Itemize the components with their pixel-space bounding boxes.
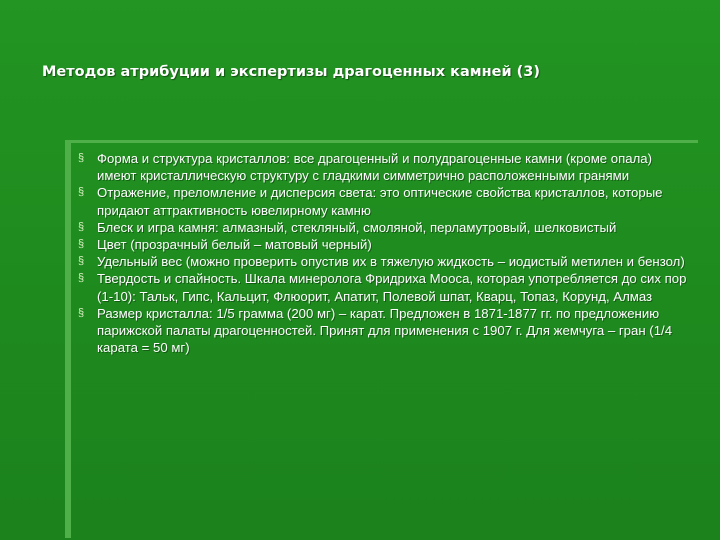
list-item-text: Твердость и спайность. Шкала минеролога Фридриха Мооса, которая употребляется до сих пор (1-10): Тальк, Гипс, Кальцит, Флюорит, Апатит, Полевой шпат, Кварц, Топаз, Корунд, Алмаз bbox=[97, 271, 687, 304]
list-item bbox=[78, 219, 693, 236]
list-item-text: Цвет (прозрачный белый – матовый черный) bbox=[97, 237, 372, 253]
list-item-text: Удельный вес (можно проверить опустив их в тяжелую жидкость – иодистый метилен и бензол) bbox=[97, 254, 685, 270]
list-item-text: Отражение, преломление и дисперсия света: это оптические свойства кристаллов, которые придают аттрактивность ювелирному камню bbox=[97, 185, 663, 218]
list-item-text: Размер кристалла: 1/5 грамма (200 мг) – карат. Предложен в 1871-1877 гг. по предложению парижской палаты драгоценностей. Принят для применения с 1907 г. Для жемчуга – гран (1/4 карата = 50 мг) bbox=[97, 305, 673, 356]
list-item bbox=[78, 305, 693, 357]
list-item bbox=[78, 253, 693, 270]
list-item-text: Форма и структура кристаллов: все драгоценный и полудрагоценные камни (кроме опала) имеют кристаллическую структуру с гладкими симметрично расположенными гранями bbox=[97, 151, 653, 184]
list-item bbox=[78, 236, 693, 253]
section-sign-icon: § bbox=[78, 152, 85, 164]
section-sign-icon: § bbox=[78, 220, 85, 233]
section-sign-icon: § bbox=[78, 186, 85, 199]
list-item bbox=[78, 150, 693, 184]
list-item bbox=[78, 270, 693, 304]
slide-content bbox=[78, 150, 693, 356]
section-sign-icon: § bbox=[78, 255, 85, 268]
list-item-text: Блеск и игра камня: алмазный, стекляный, смоляной, перламутровый, шелковистый bbox=[97, 219, 617, 235]
section-sign-icon: § bbox=[78, 306, 85, 319]
slide-title: Методов атрибуции и экспертизы драгоценных камней (3) bbox=[42, 64, 540, 80]
section-sign-icon: § bbox=[78, 272, 85, 285]
section-sign-icon: § bbox=[78, 238, 85, 251]
bullet-list bbox=[78, 150, 693, 356]
list-item bbox=[78, 184, 693, 218]
